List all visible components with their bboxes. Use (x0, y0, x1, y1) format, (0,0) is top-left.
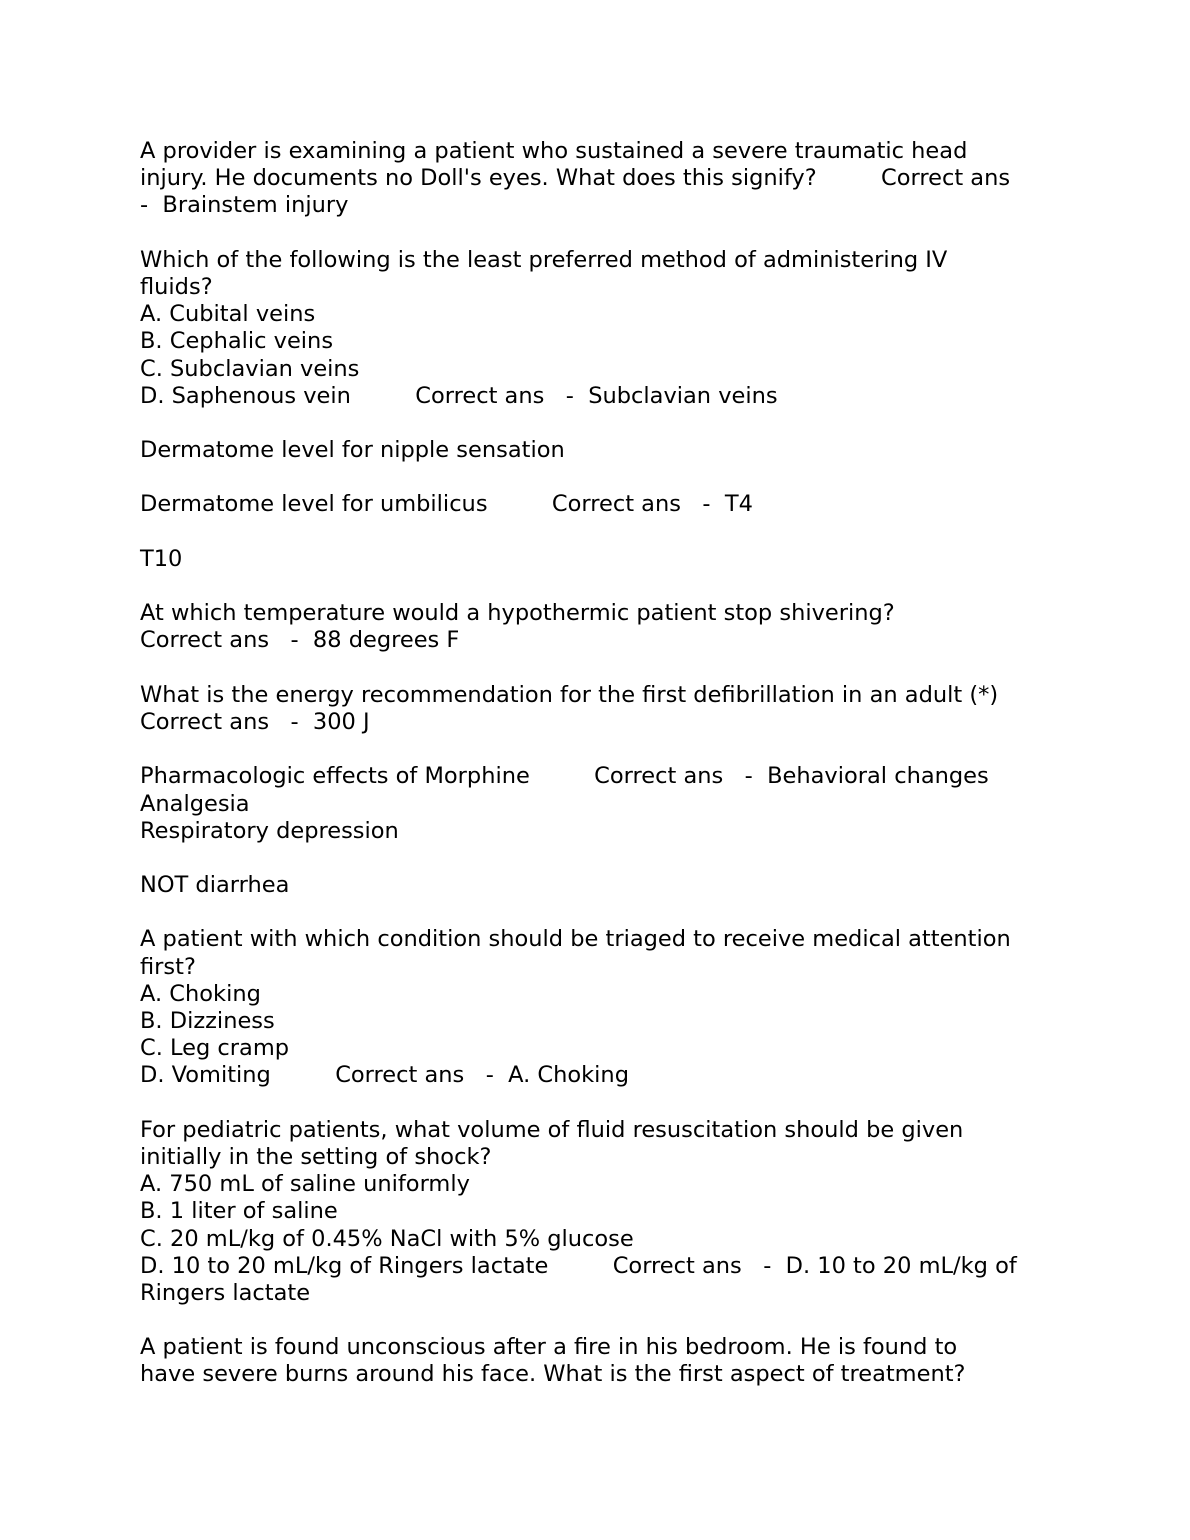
text-line: Ringers lactate (140, 1279, 311, 1306)
text-line: C. 20 mL/kg of 0.45% NaCl with 5% glucose (140, 1225, 634, 1252)
text-line: What is the energy recommendation for the first defibrillation in an adult (*) (140, 681, 999, 708)
text-line: fluids? (140, 273, 213, 300)
blank-line (140, 1307, 1060, 1334)
document-page (140, 138, 1060, 1389)
text-line: D. Vomiting Correct ans - A. Choking (140, 1062, 629, 1089)
text-line: D. Saphenous vein Correct ans - Subclavian veins (140, 382, 778, 409)
blank-line (140, 573, 1060, 600)
text-line: first? (140, 953, 196, 980)
text-line: Respiratory depression (140, 817, 399, 844)
text-line: - Brainstem injury (140, 192, 349, 219)
blank-line (140, 655, 1060, 682)
text-line: A patient with which condition should be triaged to receive medical attention (140, 926, 1011, 953)
text-line: Dermatome level for nipple sensation (140, 437, 565, 464)
text-line: Correct ans - 88 degrees F (140, 627, 460, 654)
blank-line (140, 220, 1060, 247)
text-line: A. Choking (140, 980, 261, 1007)
blank-line (140, 899, 1060, 926)
text-line: Analgesia (140, 790, 250, 817)
text-line: A. 750 mL of saline uniformly (140, 1171, 470, 1198)
text-line: B. Dizziness (140, 1008, 275, 1034)
text-line: Correct ans - 300 J (140, 708, 370, 735)
text-line: A. Cubital veins (140, 301, 316, 328)
text-line: have severe burns around his face. What is the first aspect of treatment? (140, 1361, 966, 1388)
text-line: Which of the following is the least preferred method of administering IV (140, 246, 948, 273)
text-line: A provider is examining a patient who sustained a severe traumatic head (140, 138, 968, 164)
blank-line (140, 736, 1060, 763)
text-line: T10 (140, 545, 183, 572)
text-line: B. 1 liter of saline (140, 1198, 338, 1225)
text-line: B. Cephalic veins (140, 328, 334, 355)
text-line: initially in the setting of shock? (140, 1143, 492, 1170)
text-line: For pediatric patients, what volume of fluid resuscitation should be given (140, 1116, 964, 1143)
text-line: Pharmacologic effects of Morphine Correct ans - Behavioral changes (140, 763, 989, 790)
blank-line (140, 464, 1060, 491)
text-line: D. 10 to 20 mL/kg of Ringers lactate Correct ans - D. 10 to 20 mL/kg of (140, 1252, 1017, 1279)
blank-line (140, 845, 1060, 872)
text-line: At which temperature would a hypothermic patient stop shivering? (140, 600, 895, 627)
blank-line (140, 519, 1060, 546)
text-line: Dermatome level for umbilicus Correct ans - T4 (140, 491, 753, 518)
text-line: injury. He documents no Doll's eyes. What does this signify? Correct ans (140, 165, 1011, 192)
text-line: C. Leg cramp (140, 1035, 290, 1062)
blank-line (140, 1090, 1060, 1117)
blank-line (140, 410, 1060, 437)
text-line: NOT diarrhea (140, 872, 290, 899)
text-line: A patient is found unconscious after a fire in his bedroom. He is found to (140, 1334, 958, 1361)
text-line: C. Subclavian veins (140, 355, 360, 382)
